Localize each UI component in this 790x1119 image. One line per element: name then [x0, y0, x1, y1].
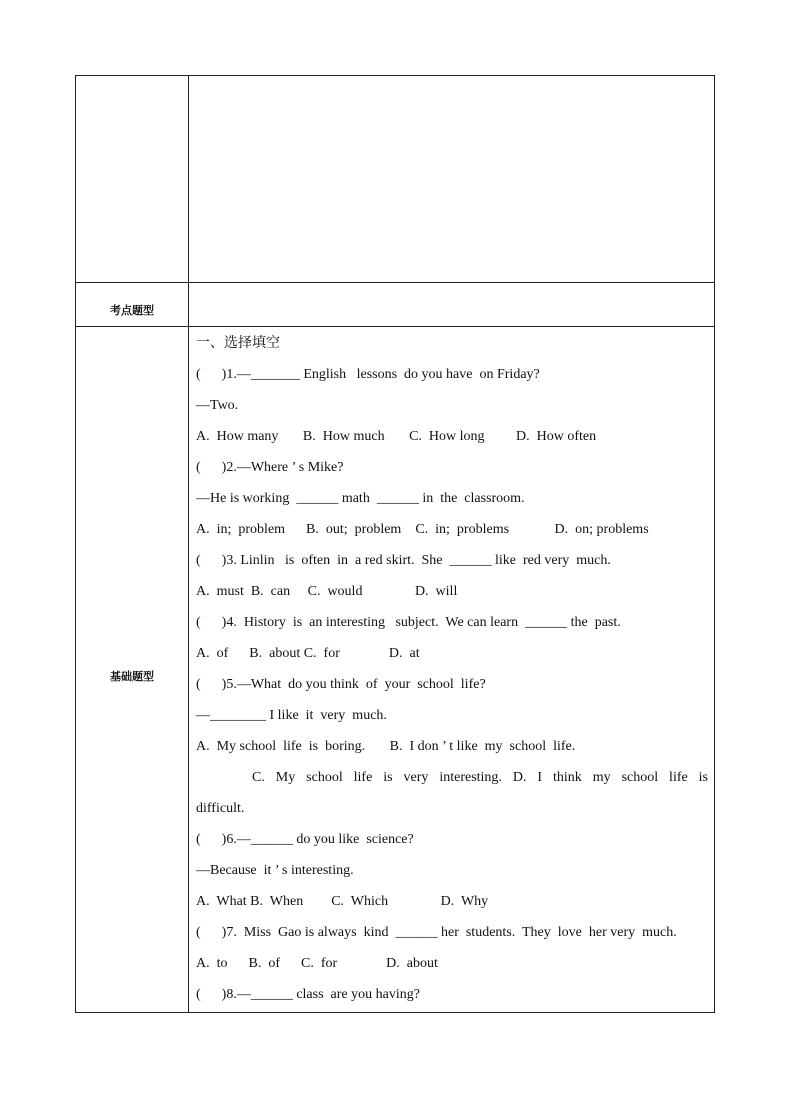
question-3: ( )3. Linlin is often in a red skirt. She ______ like red very much.	[196, 553, 611, 568]
options-line: A. What B. When C. Which D. Why	[196, 894, 489, 909]
question-7: ( )7. Miss Gao is always kind ______ her students. They love her very much.	[196, 925, 677, 940]
question-8: ( )8.—______ class are you having?	[196, 987, 420, 1002]
options-line: A. How many B. How much C. How long D. How often	[196, 429, 597, 444]
answer-line: —Because it ’ s interesting.	[196, 863, 354, 878]
question-5: ( )5.—What do you think of your school life?	[196, 677, 486, 692]
options-line-continued: difficult.	[196, 801, 245, 816]
options-line: A. must B. can C. would D. will	[196, 584, 458, 599]
column-divider	[188, 76, 189, 1012]
options-line: C. My school life is very interesting. D. I think my school life is	[252, 770, 708, 785]
row-divider-1	[76, 282, 714, 283]
question-1: ( )1.—_______ English lessons do you have on Friday?	[196, 367, 540, 382]
options-line: A. of B. about C. for D. at	[196, 646, 420, 661]
section-title: 一、选择填空	[196, 335, 280, 351]
options-line: A. in; problem B. out; problem C. in; problems D. on; problems	[196, 522, 649, 537]
row-divider-2	[76, 326, 714, 327]
question-4: ( )4. History is an interesting subject. We can learn ______ the past.	[196, 615, 621, 630]
exercise-content	[196, 328, 708, 1010]
answer-line: —He is working ______ math ______ in the classroom.	[196, 491, 525, 506]
answer-line: —________ I like it very much.	[196, 708, 387, 723]
answer-line: —Two.	[196, 398, 239, 413]
options-line: A. My school life is boring. B. I don ’ t like my school life.	[196, 739, 576, 754]
row-label-exam-types: 考点题型	[110, 304, 154, 317]
lesson-table	[75, 75, 715, 1013]
row-label-basic-types: 基础题型	[110, 670, 154, 683]
question-6: ( )6.—______ do you like science?	[196, 832, 414, 847]
question-2: ( )2.—Where ’ s Mike?	[196, 460, 344, 475]
options-line: A. to B. of C. for D. about	[196, 956, 438, 971]
